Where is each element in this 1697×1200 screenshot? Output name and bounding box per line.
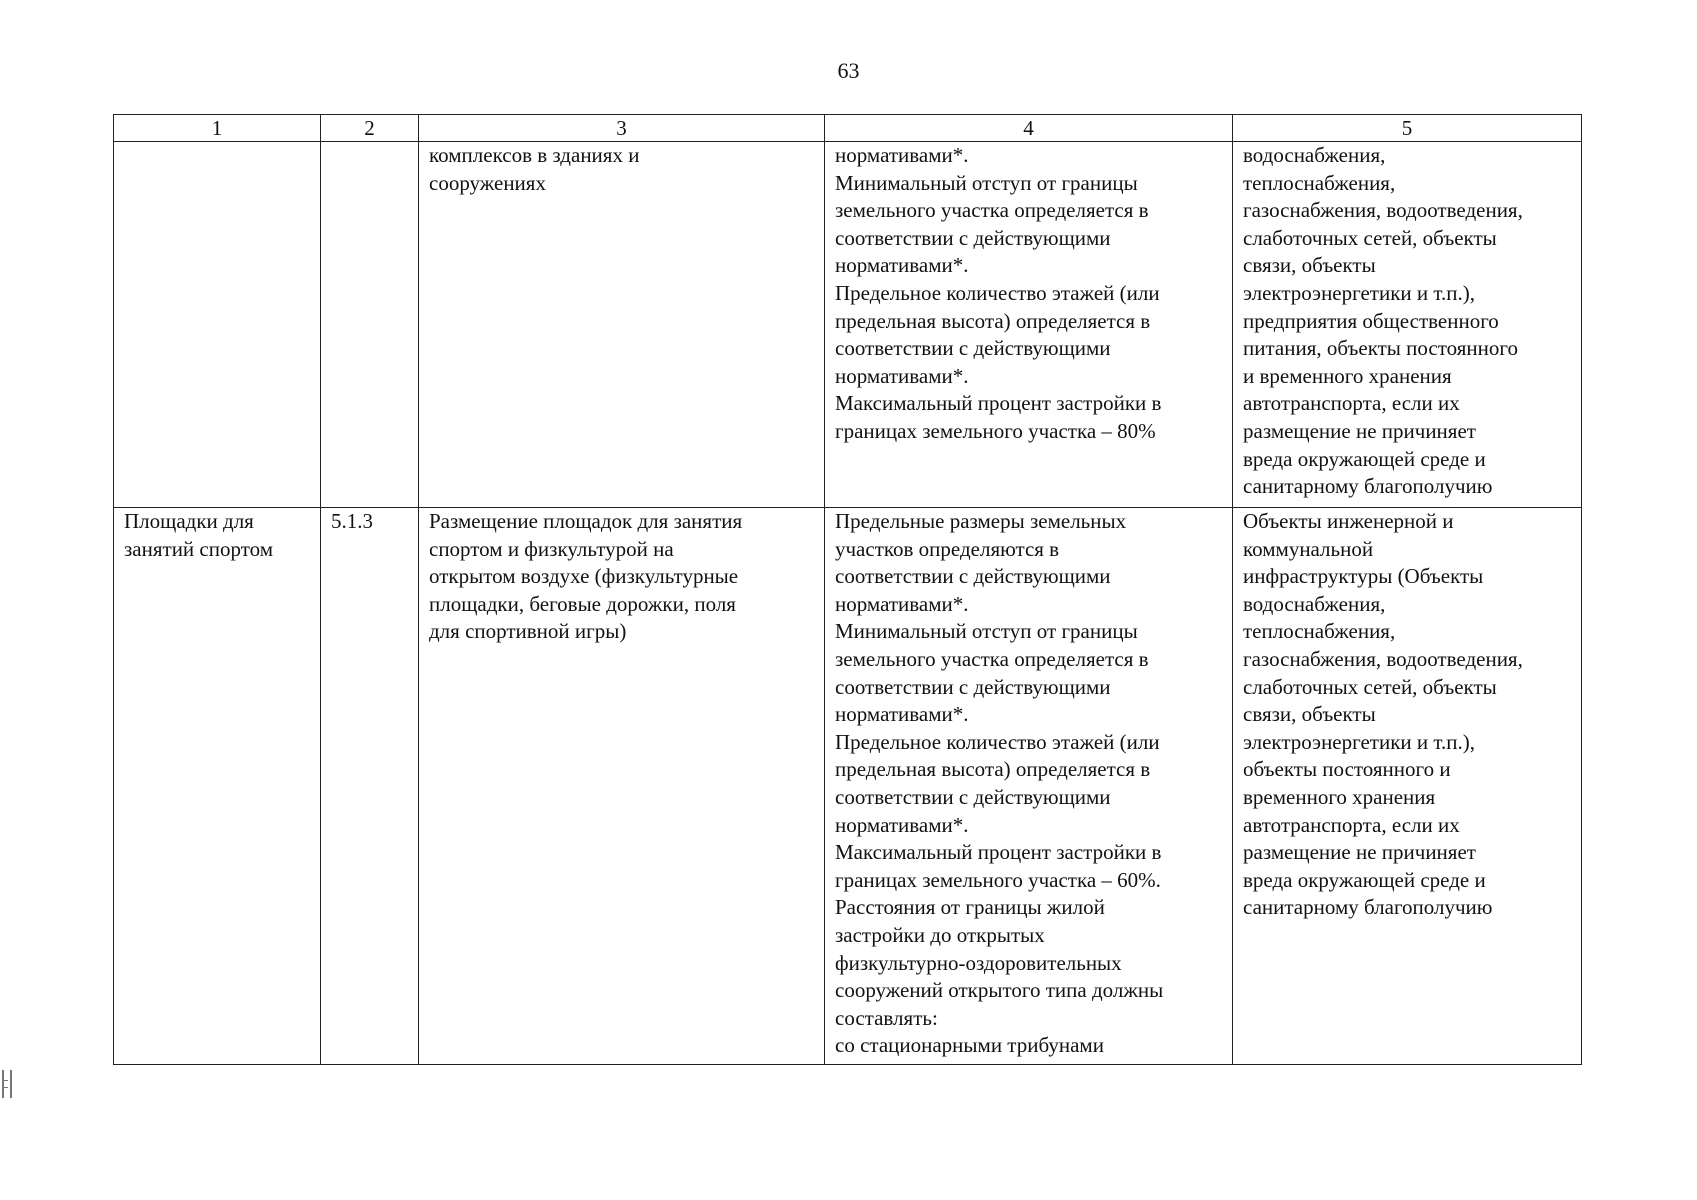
cell-auxiliary-uses: Объекты инженерной и коммунальной инфраструктуры (Объекты водоснабжения, теплоснабжения, газоснабжения, водоотведения, слаботочных сетей, объекты связи, объекты электроэнергетики и т.п.), объекты постоянного и временного хранения автотранспорта, если их размещение не причиняет вреда окружающей среде и санитарному благополучию: [1233, 508, 1582, 1065]
column-header-1: 1: [114, 115, 321, 142]
cell-use-name: Площадки для занятий спортом: [114, 508, 321, 1065]
cell-parameters: Предельные размеры земельных участков определяются в соответствии с действующими нормативами*. Минимальный отступ от границы земельного участка определяется в соответствии с действующими нормативами*. Предельное количество этажей (или предельная высота) определяется в соответствии с действующими нормативами*. Максимальный процент застройки в границах земельного участка – 60%. Расстояния от границы жилой застройки до открытых физкультурно-оздоровительных сооружений открытого типа должны составлять: со стационарными трибунами: [825, 508, 1233, 1065]
table-row: [114, 508, 1582, 1065]
cell-use-description: Размещение площадок для занятия спортом и физкультурой на открытом воздухе (физкультурные площадки, беговые дорожки, поля для спортивной игры): [419, 508, 825, 1065]
cell-use-code: 5.1.3: [321, 508, 419, 1065]
cell-use-name: [114, 142, 321, 508]
column-header-2: 2: [321, 115, 419, 142]
cell-use-code: [321, 142, 419, 508]
table-row: [114, 142, 1582, 508]
scan-edge-marks: [2, 1070, 12, 1098]
column-header-3: 3: [419, 115, 825, 142]
regulations-table: [113, 114, 1582, 1065]
column-header-5: 5: [1233, 115, 1582, 142]
column-header-4: 4: [825, 115, 1233, 142]
cell-use-description: комплексов в зданиях и сооружениях: [419, 142, 825, 508]
table-header-row: [114, 115, 1582, 142]
page-number: 63: [837, 58, 860, 83]
cell-parameters: нормативами*. Минимальный отступ от границы земельного участка определяется в соответствии с действующими нормативами*. Предельное количество этажей (или предельная высота) определяется в соответствии с действующими нормативами*. Максимальный процент застройки в границах земельного участка – 80%: [825, 142, 1233, 508]
cell-auxiliary-uses: водоснабжения, теплоснабжения, газоснабжения, водоотведения, слаботочных сетей, объекты связи, объекты электроэнергетики и т.п.), предприятия общественного питания, объекты постоянного и временного хранения автотранспорта, если их размещение не причиняет вреда окружающей среде и санитарному благополучию: [1233, 142, 1582, 508]
